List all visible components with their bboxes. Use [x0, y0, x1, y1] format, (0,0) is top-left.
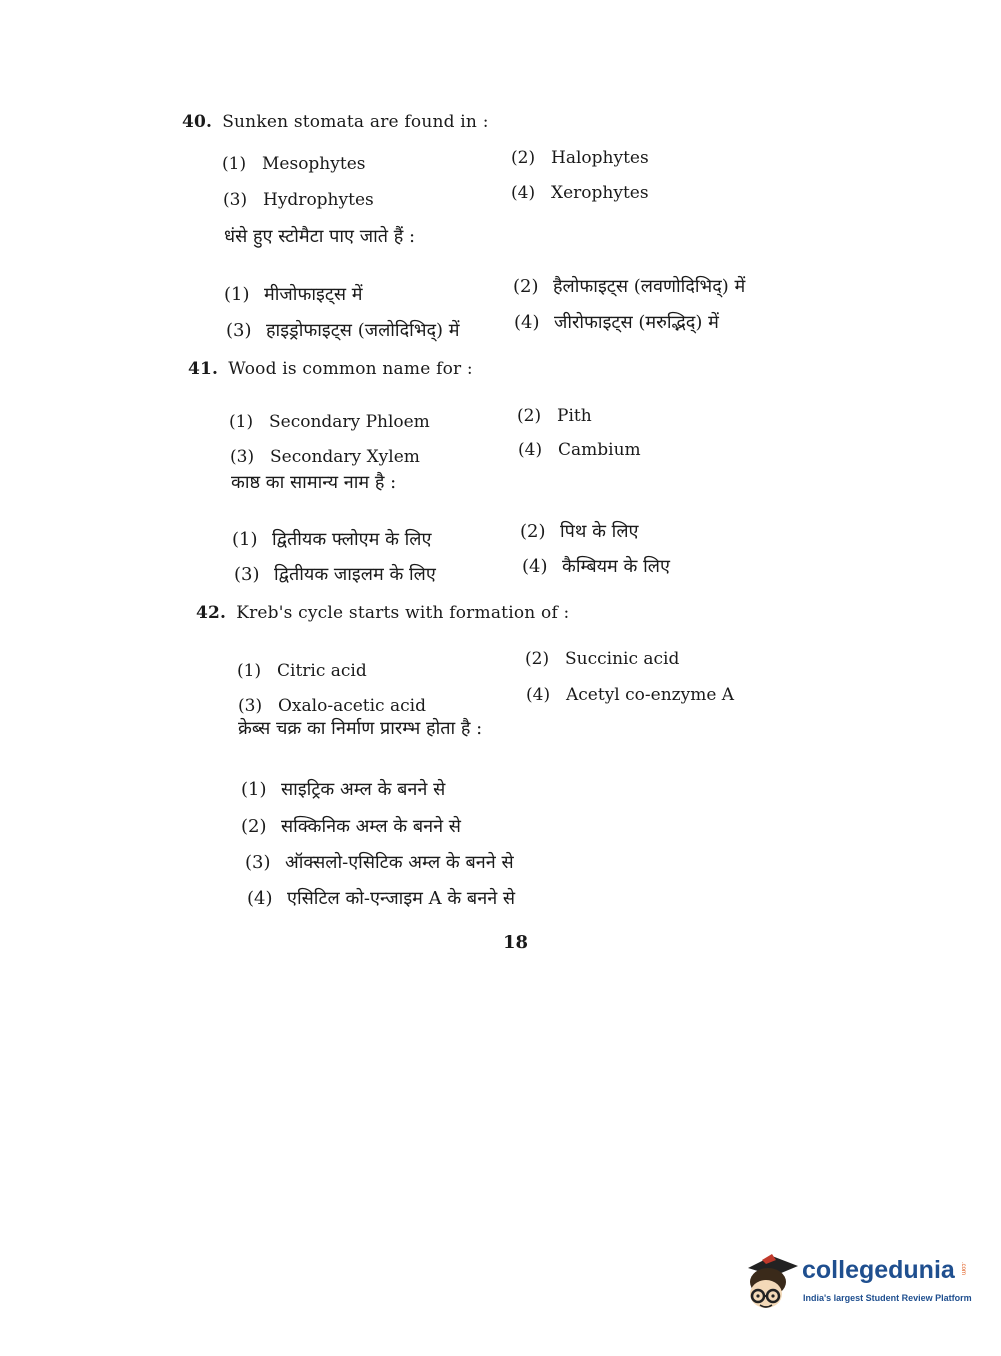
question-41-title: [188, 359, 473, 379]
question-text-en: Sunken stomata are found in :: [222, 112, 489, 132]
question-41: [188, 359, 670, 585]
option-4-hi: (4) जीरोफाइट्स (मरुद्भिद्) में: [514, 312, 719, 333]
option-4-hi: (4) कैम्बियम के लिए: [522, 556, 670, 577]
question-text-en: Wood is common name for :: [228, 359, 473, 379]
option-3-en: (3) Oxalo-acetic acid: [238, 696, 426, 716]
option-4-hi: (4) एसिटिल को-एन्जाइम A के बनने से: [247, 888, 516, 909]
page-number: 18: [503, 932, 529, 953]
question-number: 42.: [196, 603, 227, 623]
option-4-en: (4) Xerophytes: [511, 183, 649, 203]
question-42-title: [196, 603, 569, 623]
option-4-en: (4) Cambium: [518, 440, 641, 460]
logo-suffix: .com: [960, 1262, 966, 1276]
option-1-hi: (1) द्वितीयक फ्लोएम के लिए: [232, 529, 432, 550]
option-1-hi: (1) मीजोफाइट्स में: [224, 284, 363, 305]
option-2-en: (2) Succinic acid: [525, 649, 680, 669]
option-1-en: (1) Mesophytes: [222, 154, 366, 174]
question-text-hi: काष्ठ का सामान्य नाम है :: [231, 472, 397, 493]
question-number: 41.: [188, 359, 219, 379]
option-1-en: (1) Citric acid: [237, 661, 367, 681]
option-1-hi: (1) साइट्रिक अम्ल के बनने से: [241, 779, 446, 800]
option-2-hi: (2) हैलोफाइट्स (लवणोदिभिद्) में: [513, 276, 746, 297]
option-3-hi: (3) ऑक्सलो-एसिटिक अम्ल के बनने से: [245, 852, 514, 873]
option-3-hi: (3) द्वितीयक जाइलम के लिए: [234, 564, 436, 585]
option-1-en: (1) Secondary Phloem: [229, 412, 430, 432]
question-text-hi: धंसे हुए स्टोमैटा पाए जाते हैं :: [224, 226, 416, 247]
question-42: [196, 603, 735, 909]
mascot-icon: [742, 1250, 800, 1316]
option-4-en: (4) Acetyl co-enzyme A: [526, 685, 735, 705]
logo-tagline: India's largest Student Review Platform: [803, 1293, 972, 1303]
question-number: 40.: [182, 112, 213, 132]
question-40: [182, 112, 746, 341]
question-text-hi: क्रेब्स चक्र का निर्माण प्रारम्भ होता है :: [238, 718, 483, 739]
option-2-hi: (2) सक्किनिक अम्ल के बनने से: [241, 816, 461, 837]
option-2-en: (2) Halophytes: [511, 148, 649, 168]
option-3-en: (3) Hydrophytes: [223, 190, 374, 210]
option-2-hi: (2) पिथ के लिए: [520, 521, 639, 542]
option-2-en: (2) Pith: [517, 406, 592, 426]
option-3-en: (3) Secondary Xylem: [230, 447, 420, 467]
option-3-hi: (3) हाइड्रोफाइट्स (जलोदिभिद्) में: [226, 320, 460, 341]
question-40-title: [182, 112, 489, 132]
question-text-en: Kreb's cycle starts with formation of :: [236, 603, 570, 623]
collegedunia-logo: [742, 1250, 972, 1320]
logo-brand: collegedunia: [802, 1256, 955, 1284]
